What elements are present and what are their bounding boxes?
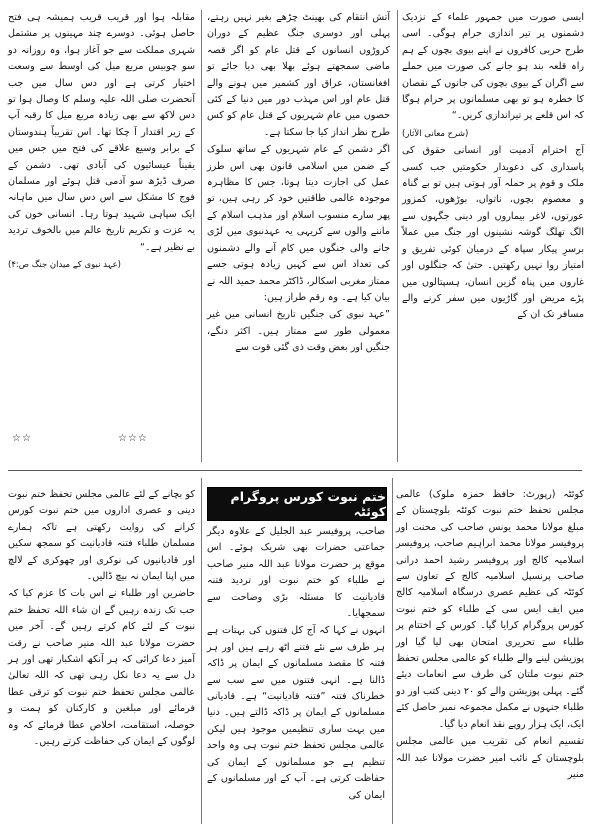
article-paragraph: ایسی صورت میں جمہور علماء کے نزدیک دشمنوں پر تیر اندازی حرام ہوگی۔ اسی طرح حربی کافروں نے اپنے بیوی بچوں کے ہم راہ قلعہ بند ہو جانے کی صورت میں حملے سے اگران کے بیوی بچوں کی جانوں کے نقصان کا خطرہ ہو تو بھی مسلمانوں پر حرام ہوگا کہ اس قلعے پر تیراندازی کریں۔“ <box>402 12 584 122</box>
citation: (عہد نبوی کے میدان جنگ ص:۴) <box>8 260 121 271</box>
section-divider <box>8 470 582 471</box>
article-paragraph: اگر دشمن کے عام شہریوں کے ساتھ سلوک کے ضمن میں اسلامی قانون بھی اس طرز عمل کی اجازت دیتا ہوتا، جس کا مظاہرہ موجودہ عالمی طاقتیں خود کر رہی ہیں، تو پھر سارے منسوب اسلام اور مذہب اسلام کے ماننے والوں سے کریہی یہ عہدنبوی میں لڑی جانے والی جنگوں میں کام آنے والے دشمنوں کی تعداد اس سے کہیں زیادہ ہوتی جسے ممتاز مغربی اسکالر، ڈاکٹر محمد حمید اللہ نے بیان کیا ہے۔ وہ رقم طراز ہیں: <box>207 144 390 303</box>
article-paragraph: کو بچانے کے لئے عالمی مجلس تحفظ ختم نبوت دینی و عصری اداروں میں ختم نبوت کورس کرانے کی روایت رکھتی ہے تاکہ ہمارے مسلمان طلباء فتنہ قادیانیت کو سمجھ سکیں اور قادیانیوں کی نوکری اور چھوکری کے لالچ میں اپنا ایمان نہ بیچ ڈالیں۔ <box>8 489 195 583</box>
article-paragraph: کوئٹہ (رپورٹ: حافظ حمزہ ملوک) عالمی مجلس تحفظ ختم نبوت کوئٹہ بلوچستان کے مبلغ مولانا محمد یونس صاحب کی محنت اور پروفیسر مولانا محمد ابراہیم صاحب، پروفیسر اسلامیہ کالج اور پروفیسر رشید احمد درانی صاحب پرنسپل اسلامیہ کالج کے تعاون سے کوئٹہ کی عظیم عصری درسگاہ اسلامیہ کالج میں ایف ایس سی کے طلباء کو ختم نبوت کورس پروگرام کرایا گیا۔ کورس کے اختتام پر طلباء سے تحریری امتحان بھی لیا گیا اور پوزیشن لینے والے طلباء کو عالمی مجلس تحفظ ختم نبوت ملتان کی طرف سے انعامات دیئے گئے۔ پہلی پوزیشن والے کو ۲۰ دینی کتب اور دو طلباء جنہوں نے مکمل مجموعہ نمبر حاصل کئے ایک، ایک ہزار روپے نقد انعام دیا گیا۔ <box>396 489 584 730</box>
bottom-right-column <box>396 487 584 822</box>
stars-separator: ☆☆☆ <box>118 433 148 444</box>
article-paragraph: ”عہد نبوی کی جنگیں تاریخ انسانی میں غیر معمولی طور سے ممتاز ہیں۔ اکثر دنگے، جنگیں اور بعض وقت ذی گئی قوت سے <box>207 309 390 354</box>
citation: (شرح معانی الآثار) <box>402 128 469 139</box>
article-paragraph: آتش انتقام کی بھینٹ چڑھے بغیر نہیں رہتے، پہلی اور دوسری جنگ عظیم کے دوران کروڑوں انسانوں کے قتل عام کو اگر قصہ ماضی سمجھتے ہوئے بھلا بھی دیا جائے تو افغانستان، عراق اور کشمیر میں ہونے والے قتل عام اور اس مہذب دور میں دنیا کے کئی حصوں میں عام شہریوں کے قتل عام کو کس طرح نظر انداز کیا جا سکتا ہے۔ <box>207 12 390 138</box>
column-divider <box>201 10 202 462</box>
stars-separator: ☆☆ <box>12 433 32 444</box>
headline-text: ختم نبوت کورس پروگرام کوئٹہ <box>230 489 386 519</box>
column-divider <box>392 478 393 824</box>
column-divider <box>201 478 202 824</box>
article-paragraph: تقسیم انعام کی تقریب میں عالمی مجلس بلوچستان کے نائب امیر حضرت مولانا عبد اللہ منیر <box>396 736 584 780</box>
column-divider <box>397 10 398 462</box>
top-left-column <box>8 10 195 450</box>
top-middle-column <box>207 10 390 465</box>
article-paragraph: صاحب، پروفیسر عبد الجلیل کے علاوہ دیگر جماعتی حضرات بھی شریک ہوئے۔ اس موقع پر حضرت مولانا عبد اللہ منیر صاحب نے طلباء کو ختم نبوت اور تردید فتنہ قادیانیت کا مسئلہ بڑی وضاحت سے سمجھایا۔ <box>207 526 385 620</box>
bottom-middle-column <box>207 524 385 824</box>
top-right-column <box>402 10 584 465</box>
article-paragraph: انہوں نے کہا کہ آج کل فتنوں کی بہتات ہے ہر طرف سے نئے فتنے اٹھ رہے ہیں اور ہر فتنہ کا مقصد مسلمانوں کے ایمان پر ڈاکہ ڈالنا ہے۔ انہی فتنوں میں سے سب سے خطرناک فتنہ ”فتنہ قادیانیت“ ہے۔ قادیانی مسلمانوں کے ایمان پر ڈاکہ ڈالتے ہیں۔ دنیا میں بہت ساری تنظیمیں موجود ہیں لیکن عالمی مجلس تحفظ ختم نبوت ہی وہ واحد تنظیم ہے جو مسلمانوں کے ایمان کی حفاظت کرتی ہے۔ آپ کے اور مسلمانوں کے ایمان کی <box>207 625 385 801</box>
article-headline <box>207 487 387 521</box>
article-paragraph: مقابلہ ہوا اور قریب قریب ہمیشہ ہی فتح حاصل ہوئی۔ دوسرے چند مہینوں پر مشتمل شہری مملکت سے جو آغاز ہوا، وہ روزانہ دو سو چوبیس مربع میل کی اوسط سے وسعت اختیار کرتی ہے اور دس سال میں جب آنحضرت صلی اللہ علیہ وسلم کا وصال ہوا تو دس لاکھ سے بھی زیادہ مربع میل کا رقبہ آپ کے زیر اقتدار آ چکا تھا۔ اس تقریباً ہندوستان کے برابر وسیع علاقے کی فتح میں جس میں یقیناً عیسائیوں کی آبادی تھی۔ دشمن کے صرف ڈیڑھ سو آدمی قتل ہوئے اور مسلمان فوج کا مشکل سے اس دس سال میں ماہانہ ایک سپاہی شہید ہوتا رہا۔ انسانی خون کی یہ عزت و تکریم تاریخ عالم میں بالخوف تردید بے نظیر ہے۔“ <box>8 12 195 253</box>
bottom-left-column <box>8 487 195 822</box>
article-paragraph: حاضرین اور طلباء نے اس بات کا عزم کیا کہ جب تک زندہ رہیں گے ان شاء اللہ تحفظ ختم نبوت کے لئے کام کرتے رہیں گے۔ آخر میں حضرت مولانا عبد اللہ منیر صاحب نے رقت آمیز دعا کرائی کہ ہر آنکھ اشکبار تھی اور ہر دل سے یہ دعا نکل رہی تھی کہ اللہ تعالیٰ عالمی مجلس تحفظ ختم نبوت کو ترقی عطا فرمائے اور مبلغین و کارکنان کو ہمت و حوصلہ، استقامت، اخلاص عطا فرمائے کہ وہ لوگوں کے ایمان کی حفاظت کرتے رہیں۔ <box>8 588 195 748</box>
article-paragraph: آج احترام آدمیت اور انسانی حقوق کی پاسداری کی دعویدار حکومتیں جب کسی ملک و قوم پر حملہ آور ہوتی ہیں تو بے گناہ و معصوم بچوں، ناتواں، بوڑھوں، کمزور عورتوں، لاغر بیماروں اور دینی جگہوں سے الگ تھلگ گوشہ نشینوں اور جنگ میں عملاً برسرِ پیکار سپاہ کے درمیان کوئی تفریق و امتیاز روا نہیں رکھتیں۔ حتیٰ کہ جنگلوں اور غاروں میں پناہ گزین انسان، ہسپتالوں میں پڑے مریض اور گاڑیوں میں سفر کرنے والے مسافر تک ان کے <box>402 145 584 321</box>
